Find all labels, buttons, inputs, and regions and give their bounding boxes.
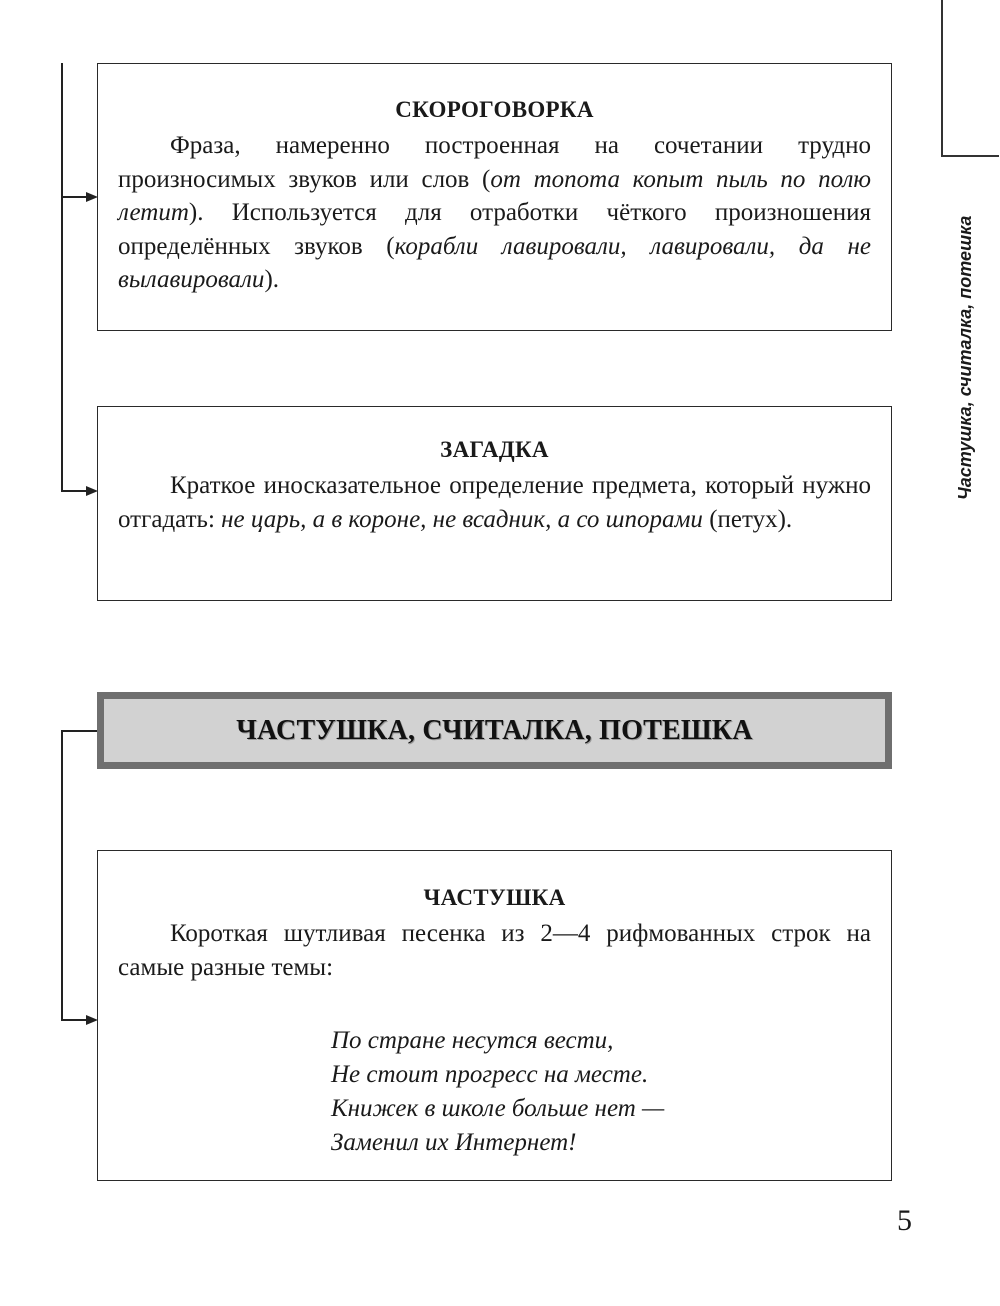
box-text	[118, 469, 871, 536]
text-part: (петух).	[702, 505, 793, 533]
poem-line: Заменил их Интернет!	[331, 1129, 577, 1156]
connector-branch-2	[61, 490, 87, 492]
box-text: Короткая шутливая песенка из 2—4 рифмованных строк на самые разные темы:	[118, 920, 871, 981]
section-header	[97, 692, 892, 769]
text-part: ).	[264, 266, 280, 293]
side-rule-tick	[941, 155, 999, 157]
definition-box-zagadka	[97, 406, 892, 601]
connector-vertical-top	[61, 63, 63, 491]
poem-line: По стране несутся вести,	[331, 1027, 614, 1054]
connector-branch-3	[61, 1019, 87, 1021]
example-text: от топота копыт пыль по полю летит	[118, 165, 871, 226]
poem	[331, 1024, 871, 1160]
section-title: ЧАСТУШКА, СЧИТАЛКА, ПОТЕШКА	[236, 714, 753, 746]
text-part: Краткое иносказательное определение предмета, который нужно отгадать:	[118, 472, 871, 533]
running-head: Частушка, считалка, потешка	[955, 215, 975, 500]
box-text	[118, 129, 871, 297]
connector-branch-1	[61, 196, 87, 198]
page-number: 5	[897, 1204, 912, 1237]
connector-vertical-bottom	[61, 730, 63, 1020]
poem-line: Книжек в школе больше нет —	[331, 1095, 665, 1122]
text-part: Фраза, намеренно построенная на сочетании трудно произносимых звуков или слов (	[118, 132, 871, 193]
poem-line: Не стоит прогресс на месте.	[331, 1061, 649, 1088]
connector-header-stub	[61, 730, 97, 732]
definition-box-skorogovorka	[97, 63, 892, 331]
side-rule-top	[941, 0, 943, 155]
box-title: ЗАГАДКА	[440, 437, 549, 462]
definition-box-chastushka	[97, 850, 892, 1181]
box-title: СКОРОГОВОРКА	[395, 97, 594, 122]
example-text: не царь, а в короне, не всадник, а со шпорами	[221, 505, 703, 533]
text-part: ). Используется для отработки чёткого произношения определённых звуков (	[118, 199, 871, 260]
box-title: ЧАСТУШКА	[423, 885, 566, 910]
example-text: корабли лавировали, лавировали, да не вылавировали	[118, 232, 871, 293]
